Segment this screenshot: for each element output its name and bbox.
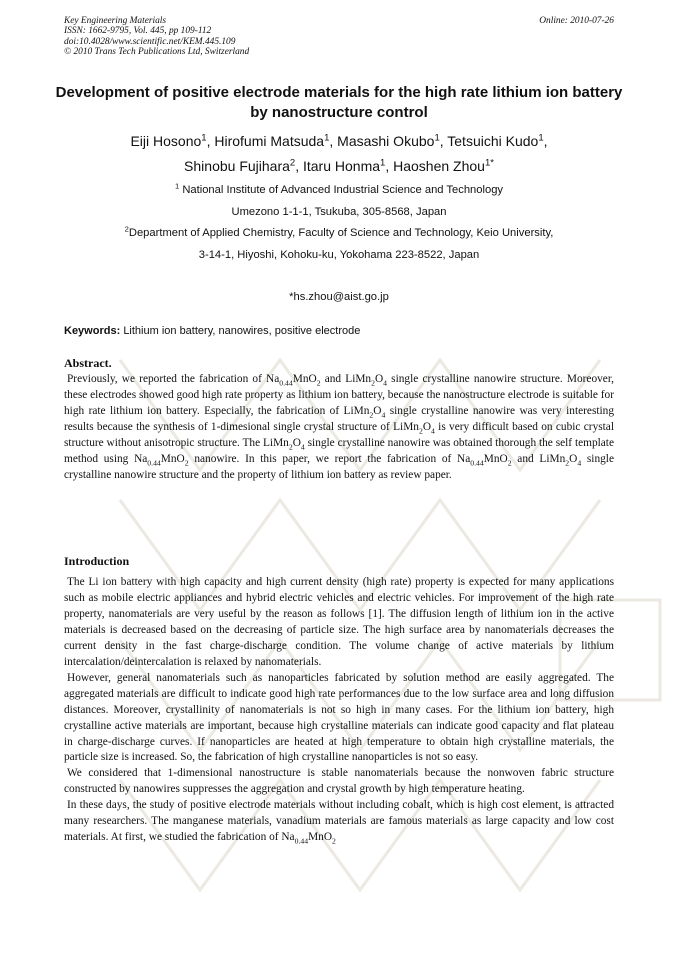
doi-line[interactable]: doi:10.4028/www.scientific.net/KEM.445.109	[64, 36, 236, 47]
journal-header	[64, 16, 249, 58]
paper-title: Development of positive electrode materials for the high rate lithium ion battery by nanostructure control	[55, 84, 623, 121]
affiliation-2: $^2$Department of Applied Chemistry, Faculty of Science and Technology, Keio University, 3-14-1, Hiyoshi, Kohoku-ku, Yokohama 223-8522, Japan	[124, 224, 554, 261]
author: Haoshen Zhou	[393, 158, 485, 174]
abstract-heading: Abstract.	[64, 356, 112, 370]
introduction-heading: Introduction	[64, 554, 130, 568]
online-date: Online: 2010-07-26	[539, 16, 614, 26]
paragraph: However, general nanomaterials such as nanoparticles fabricated by solution method are easily aggregated. The aggregated materials are difficult to indicate good high rate performances due to the low surface area and long diffusion distances. Moreover, crystallinity of nanomaterials is not so high in many cases. For the lithium ion battery, high crystalline active materials are important, because high crystalline materials can indicate good capacity and flat plateau in charge-discharge curves. If nanoparticles are heated at high temperature to obtain high crystalline materials, the particle size is increased. So, the fabrication of high crystalline nanoparticles is not so easy.	[64, 671, 614, 764]
keywords	[64, 324, 624, 339]
affiliation-1: $^1$ National Institute of Advanced Industrial Science and Technology Umezono 1-1-1, Tsukuba, 305-8568, Japan	[174, 181, 504, 218]
author: Shinobu Fujihara	[184, 158, 290, 174]
email-address[interactable]: *hs.zhou@aist.go.jp	[289, 291, 389, 303]
author-list: Eiji Hosono$^1$, Hirofumi Matsuda$^1$, Masashi Okubo$^1$, Tetsuichi Kudo$^1$, Shinobu Fujihara$^2$, Itaru Honma$^1$, Haoshen Zhou$^{1*}$	[130, 132, 548, 174]
copyright-line: © 2010 Trans Tech Publications Ltd, Switzerland	[64, 47, 250, 58]
paragraph: In these days, the study of positive electrode materials without including cobalt, which is high cost element, is attracted many researchers. The manganese materials, vanadium materials are famous materials as large capacity and low cost materials. At first, we studied the fabrication of $Na_{0.44}MnO_2$	[64, 799, 614, 846]
journal-name: Key Engineering Materials	[64, 16, 167, 26]
keywords-text: Lithium ion battery, nanowires, positive electrode	[123, 325, 361, 337]
author: Itaru Honma	[302, 158, 381, 174]
author: Eiji Hosono	[130, 133, 202, 149]
issn-line: ISSN: 1662-9795, Vol. 445, pp 109-112	[64, 26, 212, 37]
abstract-body	[64, 372, 614, 484]
author: Hirofumi Matsuda	[214, 133, 325, 149]
keywords-label: Keywords:	[64, 325, 121, 337]
author: Masashi Okubo	[337, 133, 435, 149]
paragraph: We considered that 1-dimensional nanostructure is stable nanomaterials because the nonwoven fabric structure constructed by nanowires suppresses the aggregation and crystal growth by high temperature heating.	[64, 767, 614, 796]
introduction-body	[64, 575, 614, 846]
paragraph: The Li ion battery with high capacity and high current density (high rate) property is expected for many applications such as mobile electric appliances and hybrid electric vehicles and electric vehicles. For improvement of the high rate property, nanomaterials are very useful by the reason as follows [1]. The diffusion length of lithium ion in the active materials is decreased based on the decreasing of particle size. The high surface area by nanomaterials decreases the current density in the fast charge-discharge condition. The volume change of active materials by lithium intercalation/deintercalation is relaxed by nanomaterials.	[64, 576, 614, 668]
abstract-text: Previously, we reported the fabrication of $Na_{0.44}MnO_2$ and $LiMn_2O_4$ single crystalline nanowire structure. Moreover, these electrodes showed good high rate property as lithium ion battery, because the nanostructure electrode is suitable for high rate lithium ion battery. Especially, the fabrication of $LiMn_2O_4$ single crystalline nanowire was very interesting results because the synthesis of 1-dimesional single crystal structure of $LiMn_2O_4$ is very difficult based on cubic crystal structure without anisotropic structure. The $LiMn_2O_4$ single crystalline nanowire was obtained thorough the self template method using $Na_{0.44}MnO_2$ nanowire. In this paper, we report the fabrication of $Na_{0.44}MnO_2$ and $LiMn_2O_4$ single crystalline nanowire structure and the property of lithium ion battery as review paper.	[64, 373, 615, 481]
author: Tetsuichi Kudo	[447, 133, 539, 149]
